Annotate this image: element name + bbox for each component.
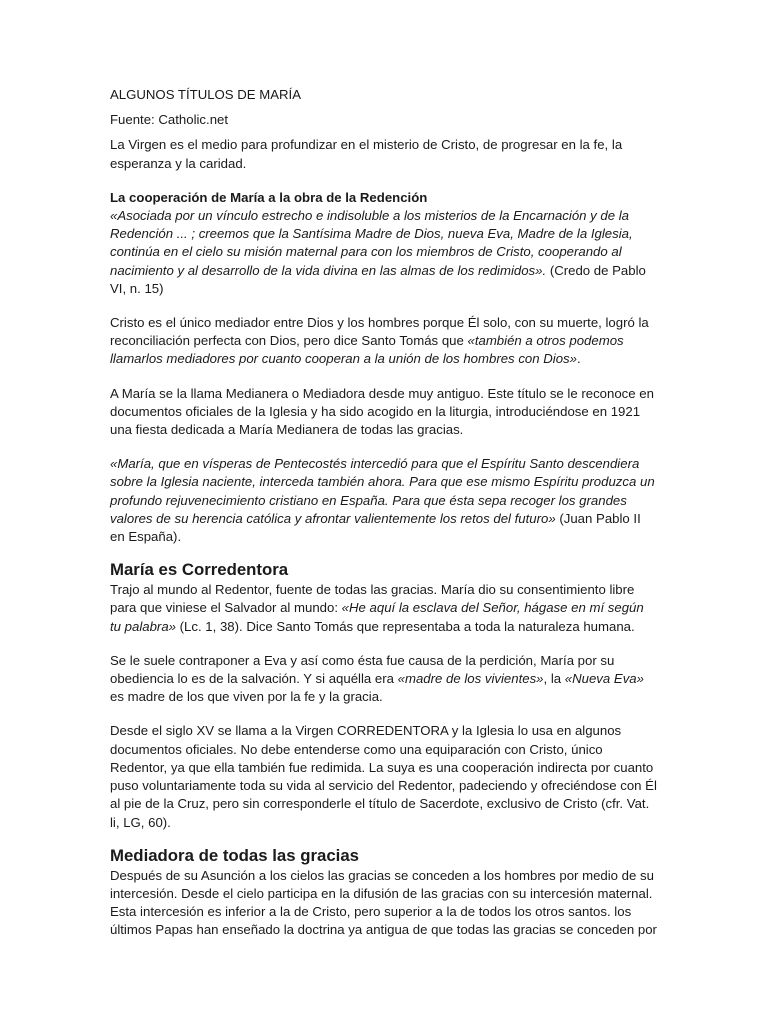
section2-p2-end: es madre de los que viven por la fe y la gracia. bbox=[110, 689, 383, 705]
section2-p2-mid: , la bbox=[543, 671, 565, 687]
section2-p2-text: Se le suele contraponer a Eva y así como ésta fue causa de la perdición, María por su obediencia lo es de la salvación. Y si aquélla era bbox=[110, 652, 615, 687]
document-title: ALGUNOS TÍTULOS DE MARÍA bbox=[110, 87, 302, 102]
section2-heading: María es Corredentora bbox=[110, 560, 289, 580]
source-line: Fuente: Catholic.net bbox=[110, 112, 229, 128]
section3-heading: Mediadora de todas las gracias bbox=[110, 845, 360, 865]
section3-paragraph-1: Después de su Asunción a los cielos las gracias se conceden a los hombres por medio de su intercesión. Desde el cielo participa en la difusión de las gracias con su intercesión maternal. Esta intercesión es inferior a la de Cristo, pero superior a la de todos los otros santos. los últimos Papas han enseñado la doctrina ya antigua de que todas las gracias se conceden por bbox=[110, 867, 657, 938]
intro-paragraph: La Virgen es el medio para profundizar en el misterio de Cristo, de progresar en la fe, la esperanza y la caridad. bbox=[110, 137, 623, 171]
section2-p2-quote-2: «Nueva Eva» bbox=[564, 671, 644, 687]
section1-quote2: «María, que en vísperas de Pentecostés intercedió para que el Espíritu Santo descendiera sobre la Iglesia naciente, interceda también ahora. Para que ese mismo Espíritu produzca un profundo rejuvenecimiento cristiano en España. Para que ésta sepa recoger los grandes valores de su herencia católica y afrontar valientemente los retos del futuro» bbox=[110, 456, 655, 526]
section1-paragraph-3: A María se la llama Medianera o Mediadora desde muy antiguo. Este título se le reconoce en documentos oficiales de la Iglesia y ha sido acogido en la liturgia, introduciéndose en 1921 una fiesta dedicada a María Medianera de todas las gracias. bbox=[110, 385, 654, 438]
section2-p2-quote-1: «madre de los vivientes» bbox=[397, 671, 544, 687]
section2-paragraph-1 bbox=[110, 581, 658, 636]
section1-p2-text: Cristo es el único mediador entre Dios y los hombres porque Él solo, con su muerte, logró la reconciliación perfecta con Dios, pero dice Santo Tomás que bbox=[110, 315, 649, 349]
section2-p1-end: (Lc. 1, 38). Dice Santo Tomás que representaba a toda la naturaleza humana. bbox=[176, 618, 635, 634]
section2-paragraph-2 bbox=[110, 652, 658, 707]
section1-heading: La cooperación de María a la obra de la Redención bbox=[110, 189, 428, 205]
section1-quote: «Asociada por un vínculo estrecho e indisoluble a los misterios de la Encarnación y de la Redención ... ; creemos que la Santísima Madre de Dios, nueva Eva, Madre de la Iglesia, continúa en el cielo su misión maternal para con los miembros de Cristo, cooperando al nacimiento y al desarrollo de la vida divina en las almas de los redimidos». bbox=[110, 208, 633, 278]
section1-quote-paragraph bbox=[110, 207, 658, 298]
section2-p1-text: Trajo al mundo al Redentor, fuente de todas las gracias. María dio su consentimiento libre para que viniese el Salvador al mundo: bbox=[110, 582, 635, 616]
section1-p2-end: . bbox=[576, 351, 581, 367]
section1-quote-citation: (Credo de Pablo VI, n. 15) bbox=[110, 262, 646, 296]
section1-paragraph-2 bbox=[110, 314, 658, 369]
section2-paragraph-3: Desde el siglo XV se llama a la Virgen CORREDENTORA y la Iglesia lo usa en algunos documentos oficiales. No debe entenderse como una equiparación con Cristo, único Redentor, ya que ella también fue redimida. La suya es una cooperación indirecta por cuanto puso voluntariamente toda su vida al servicio del Redentor, padeciendo y ofreciéndose con Él al pie de la Cruz, pero sin corresponderle el título de Sacerdote, exclusivo de Cristo (cfr. Vat. li, LG, 60). bbox=[110, 723, 657, 830]
section2-p1-quote: «He aquí la esclava del Señor, hágase en mí según tu palabra» bbox=[110, 600, 644, 634]
section1-quote2-citation: (Juan Pablo II en España). bbox=[110, 510, 641, 545]
section1-p2-quote: «también a otros podemos llamarlos mediadores por cuanto cooperan a la unión de los hombres con Dios» bbox=[110, 333, 624, 367]
section1-quote2-paragraph bbox=[110, 455, 658, 546]
